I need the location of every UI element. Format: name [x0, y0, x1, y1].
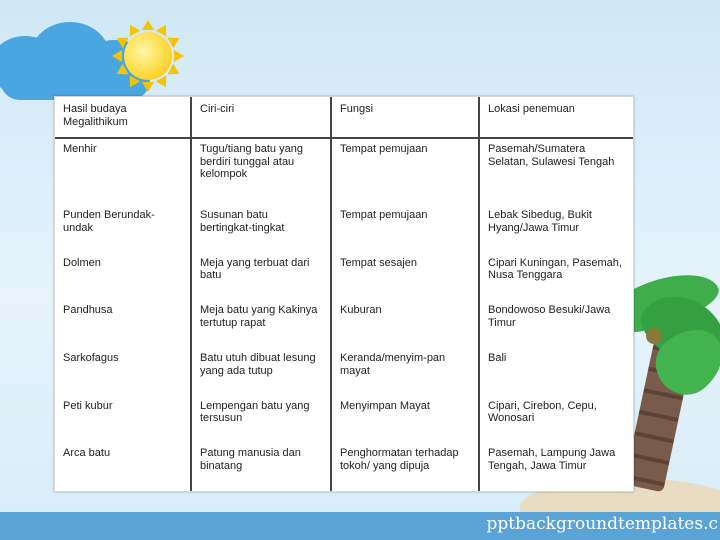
- table-cell: Arca batu: [55, 443, 191, 491]
- table-cell: Bondowoso Besuki/Jawa Timur: [479, 300, 633, 348]
- table-header-row: [55, 97, 633, 138]
- table-cell: Patung manusia dan binatang: [191, 443, 331, 491]
- table-cell: Bali: [479, 348, 633, 396]
- sun-icon: [112, 20, 184, 92]
- table-row: [55, 348, 633, 396]
- table-cell: Meja batu yang Kakinya tertutup rapat: [191, 300, 331, 348]
- table-cell: Lebak Sibedug, Bukit Hyang/Jawa Timur: [479, 205, 633, 253]
- table-cell: Dolmen: [55, 253, 191, 301]
- watermark-text: pptbackgroundtemplates.c: [486, 514, 718, 534]
- table-cell: Lempengan batu yang tersusun: [191, 396, 331, 444]
- table-cell: Batu utuh dibuat lesung yang ada tutup: [191, 348, 331, 396]
- table-cell: Susunan batu bertingkat-tingkat: [191, 205, 331, 253]
- header-cell: Lokasi penemuan: [479, 97, 633, 138]
- table-cell: Menhir: [55, 138, 191, 205]
- header-cell: Fungsi: [331, 97, 479, 138]
- table-cell: Menyimpan Mayat: [331, 396, 479, 444]
- table-cell: Cipari, Cirebon, Cepu, Wonosari: [479, 396, 633, 444]
- table-row: [55, 300, 633, 348]
- table-cell: Tempat sesajen: [331, 253, 479, 301]
- table-cell: Pasemah/Sumatera Selatan, Sulawesi Tengah: [479, 138, 633, 205]
- table-cell: Tempat pemujaan: [331, 138, 479, 205]
- table-row: [55, 396, 633, 444]
- table-cell: Tugu/tiang batu yang berdiri tunggal atau kelompok: [191, 138, 331, 205]
- table-row: [55, 138, 633, 205]
- table-row: [55, 205, 633, 253]
- table-cell: Sarkofagus: [55, 348, 191, 396]
- table-cell: Pandhusa: [55, 300, 191, 348]
- table-cell: Peti kubur: [55, 396, 191, 444]
- header-cell: Ciri-ciri: [191, 97, 331, 138]
- table-cell: Keranda/menyim-pan mayat: [331, 348, 479, 396]
- table-cell: Meja yang terbuat dari batu: [191, 253, 331, 301]
- table-cell: Pasemah, Lampung Jawa Tengah, Jawa Timur: [479, 443, 633, 491]
- megalithic-table: [54, 96, 634, 492]
- table-row: [55, 443, 633, 491]
- table-cell: Kuburan: [331, 300, 479, 348]
- table-cell: Cipari Kuningan, Pasemah, Nusa Tenggara: [479, 253, 633, 301]
- header-cell: Hasil budaya Megalithikum: [55, 97, 191, 138]
- table-cell: Penghormatan terhadap tokoh/ yang dipuja: [331, 443, 479, 491]
- table-cell: Tempat pemujaan: [331, 205, 479, 253]
- table-row: [55, 253, 633, 301]
- table-cell: Punden Berundak-undak: [55, 205, 191, 253]
